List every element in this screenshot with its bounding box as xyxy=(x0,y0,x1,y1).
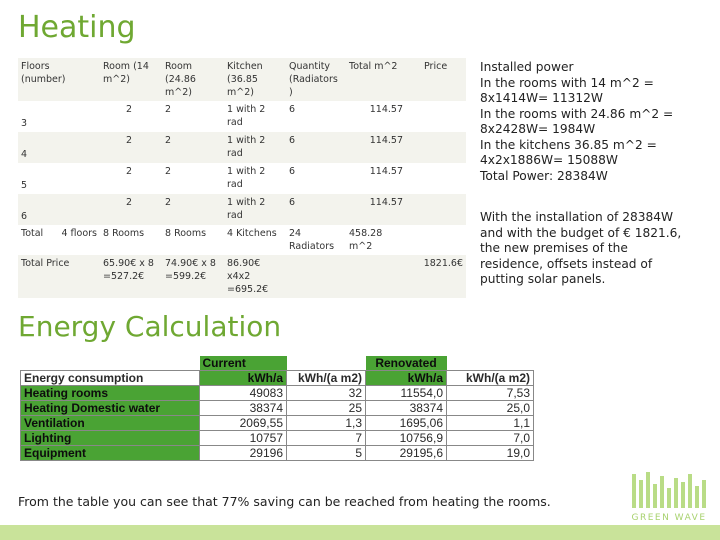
ren-kwhm2: 1,1 xyxy=(447,416,534,431)
total-cell: 114.57 xyxy=(346,101,406,132)
room24-cell: 2 xyxy=(162,132,224,163)
empty-cell xyxy=(346,255,406,298)
floor-cell: 5 xyxy=(18,163,100,194)
ren-kwh: 11554,0 xyxy=(366,386,447,401)
empty-cell xyxy=(286,255,346,298)
quantity-cell: 6 xyxy=(286,194,346,225)
price-cell xyxy=(406,163,466,194)
empty-cell xyxy=(21,356,200,371)
total-cell: 114.57 xyxy=(346,132,406,163)
m2-total: 458.28 m^2 xyxy=(346,225,406,255)
slide-title: Heating xyxy=(18,10,136,45)
ren-kwh: 29195,6 xyxy=(366,446,447,461)
ren-kwhm2: 7,53 xyxy=(447,386,534,401)
header-floors: Floors (number) xyxy=(18,58,100,101)
cur-kwh: 2069,55 xyxy=(200,416,287,431)
total-price: 1821.6€ xyxy=(406,255,466,298)
installed-line: In the kitchens 36.85 m^2 = xyxy=(480,137,657,152)
table-row xyxy=(21,431,534,446)
installed-line: Total Power: 28384W xyxy=(480,168,608,183)
room24-cell: 2 xyxy=(162,163,224,194)
ren-kwhm2-header: kWh/(a m2) xyxy=(447,371,534,386)
installed-line: In the rooms with 24.86 m^2 = xyxy=(480,106,674,121)
row-label: Equipment xyxy=(21,446,200,461)
header-total: Total m^2 xyxy=(346,58,406,101)
energy-consumption-header: Energy consumption xyxy=(21,371,200,386)
room14-cell: 2 xyxy=(100,194,162,225)
installed-line: 8x2428W= 1984W xyxy=(480,122,596,136)
total-label-cell xyxy=(18,225,100,255)
energy-table xyxy=(20,356,534,461)
summary-line: and with the budget of € 1821.6, xyxy=(480,225,682,240)
table-row xyxy=(21,446,534,461)
heating-total-row xyxy=(18,225,466,255)
cur-kwhm2: 1,3 xyxy=(287,416,366,431)
installed-power-text xyxy=(480,60,712,184)
bottom-bar xyxy=(0,525,720,540)
price-cell xyxy=(406,194,466,225)
empty-cell xyxy=(287,356,366,371)
group-renovated-header: Renovated xyxy=(366,356,447,371)
cur-kwh: 29196 xyxy=(200,446,287,461)
cur-kwhm2: 5 xyxy=(287,446,366,461)
green-wave-logo xyxy=(626,470,712,522)
header-room24: Room (24.86 m^2) xyxy=(162,58,224,101)
summary-line: the new premises of the xyxy=(480,241,628,255)
room14-total: 8 Rooms xyxy=(100,225,162,255)
heating-row xyxy=(18,194,466,225)
quantity-cell: 6 xyxy=(286,132,346,163)
room14-cell: 2 xyxy=(100,132,162,163)
conclusion-text: From the table you can see that 77% saving can be reached from heating the rooms. xyxy=(18,494,551,509)
ren-kwh: 10756,9 xyxy=(366,431,447,446)
cur-kwhm2: 25 xyxy=(287,401,366,416)
section-title: Energy Calculation xyxy=(18,310,282,343)
room24-cell: 2 xyxy=(162,101,224,132)
installed-line: 4x2x1886W= 15088W xyxy=(480,153,618,167)
group-current-header: Current xyxy=(200,356,287,371)
heating-row xyxy=(18,163,466,194)
cur-kwh: 38374 xyxy=(200,401,287,416)
summary-line: putting solar panels. xyxy=(480,272,606,286)
room14-price: 65.90€ x 8 =527.2€ xyxy=(100,255,162,298)
ren-kwhm2: 7,0 xyxy=(447,431,534,446)
cur-kwhm2: 32 xyxy=(287,386,366,401)
table-row xyxy=(21,416,534,431)
kitchen-cell: 1 with 2 rad xyxy=(224,194,286,225)
row-label: Heating rooms xyxy=(21,386,200,401)
room24-total: 8 Rooms xyxy=(162,225,224,255)
cur-kwh-header: kWh/a xyxy=(200,371,287,386)
floors-count: 4 floors xyxy=(61,228,97,239)
ren-kwh-header: kWh/a xyxy=(366,371,447,386)
logo-text: GREEN WAVE xyxy=(631,513,707,522)
summary-line: With the installation of 28384W xyxy=(480,210,674,224)
room24-cell: 2 xyxy=(162,194,224,225)
ren-kwhm2: 25,0 xyxy=(447,401,534,416)
total-cell: 114.57 xyxy=(346,163,406,194)
row-label: Ventilation xyxy=(21,416,200,431)
floor-cell: 4 xyxy=(18,132,100,163)
installed-line: 8x1414W= 11312W xyxy=(480,91,603,105)
header-room14: Room (14 m^2) xyxy=(100,58,162,101)
price-cell xyxy=(406,132,466,163)
empty-cell xyxy=(447,356,534,371)
price-cell xyxy=(406,101,466,132)
ren-kwh: 38374 xyxy=(366,401,447,416)
cur-kwhm2: 7 xyxy=(287,431,366,446)
header-price: Price xyxy=(406,58,466,101)
summary-line: residence, offsets instead of xyxy=(480,256,653,271)
installed-line: Installed power xyxy=(480,60,574,74)
floor-cell: 6 xyxy=(18,194,100,225)
heating-table xyxy=(18,58,466,298)
table-row xyxy=(21,401,534,416)
quantity-cell: 6 xyxy=(286,101,346,132)
row-label: Lighting xyxy=(21,431,200,446)
total-label: Total xyxy=(21,228,44,239)
room14-cell: 2 xyxy=(100,163,162,194)
room24-price: 74.90€ x 8 =599.2€ xyxy=(162,255,224,298)
heating-price-row xyxy=(18,255,466,298)
quantity-total: 24 Radiators xyxy=(286,225,346,255)
floor-cell: 3 xyxy=(18,101,100,132)
ren-kwh: 1695,06 xyxy=(366,416,447,431)
table-row xyxy=(21,386,534,401)
kitchen-price: 86.90€ x4x2 =695.2€ xyxy=(224,255,286,298)
header-quantity: Quantity (Radiators ) xyxy=(286,58,346,101)
cur-kwh: 49083 xyxy=(200,386,287,401)
kitchen-total: 4 Kitchens xyxy=(224,225,286,255)
price-label: Total Price xyxy=(18,255,100,298)
heating-row xyxy=(18,132,466,163)
header-kitchen: Kitchen (36.85 m^2) xyxy=(224,58,286,101)
room14-cell: 2 xyxy=(100,101,162,132)
price-total xyxy=(406,225,466,255)
ren-kwhm2: 19,0 xyxy=(447,446,534,461)
cur-kwh: 10757 xyxy=(200,431,287,446)
quantity-cell: 6 xyxy=(286,163,346,194)
summary-text xyxy=(480,210,712,288)
row-label: Heating Domestic water xyxy=(21,401,200,416)
kitchen-cell: 1 with 2 rad xyxy=(224,163,286,194)
kitchen-cell: 1 with 2 rad xyxy=(224,101,286,132)
heating-header-row xyxy=(18,58,466,101)
cur-kwhm2-header: kWh/(a m2) xyxy=(287,371,366,386)
kitchen-cell: 1 with 2 rad xyxy=(224,132,286,163)
installed-line: In the rooms with 14 m^2 = xyxy=(480,75,654,90)
heating-row xyxy=(18,101,466,132)
total-cell: 114.57 xyxy=(346,194,406,225)
